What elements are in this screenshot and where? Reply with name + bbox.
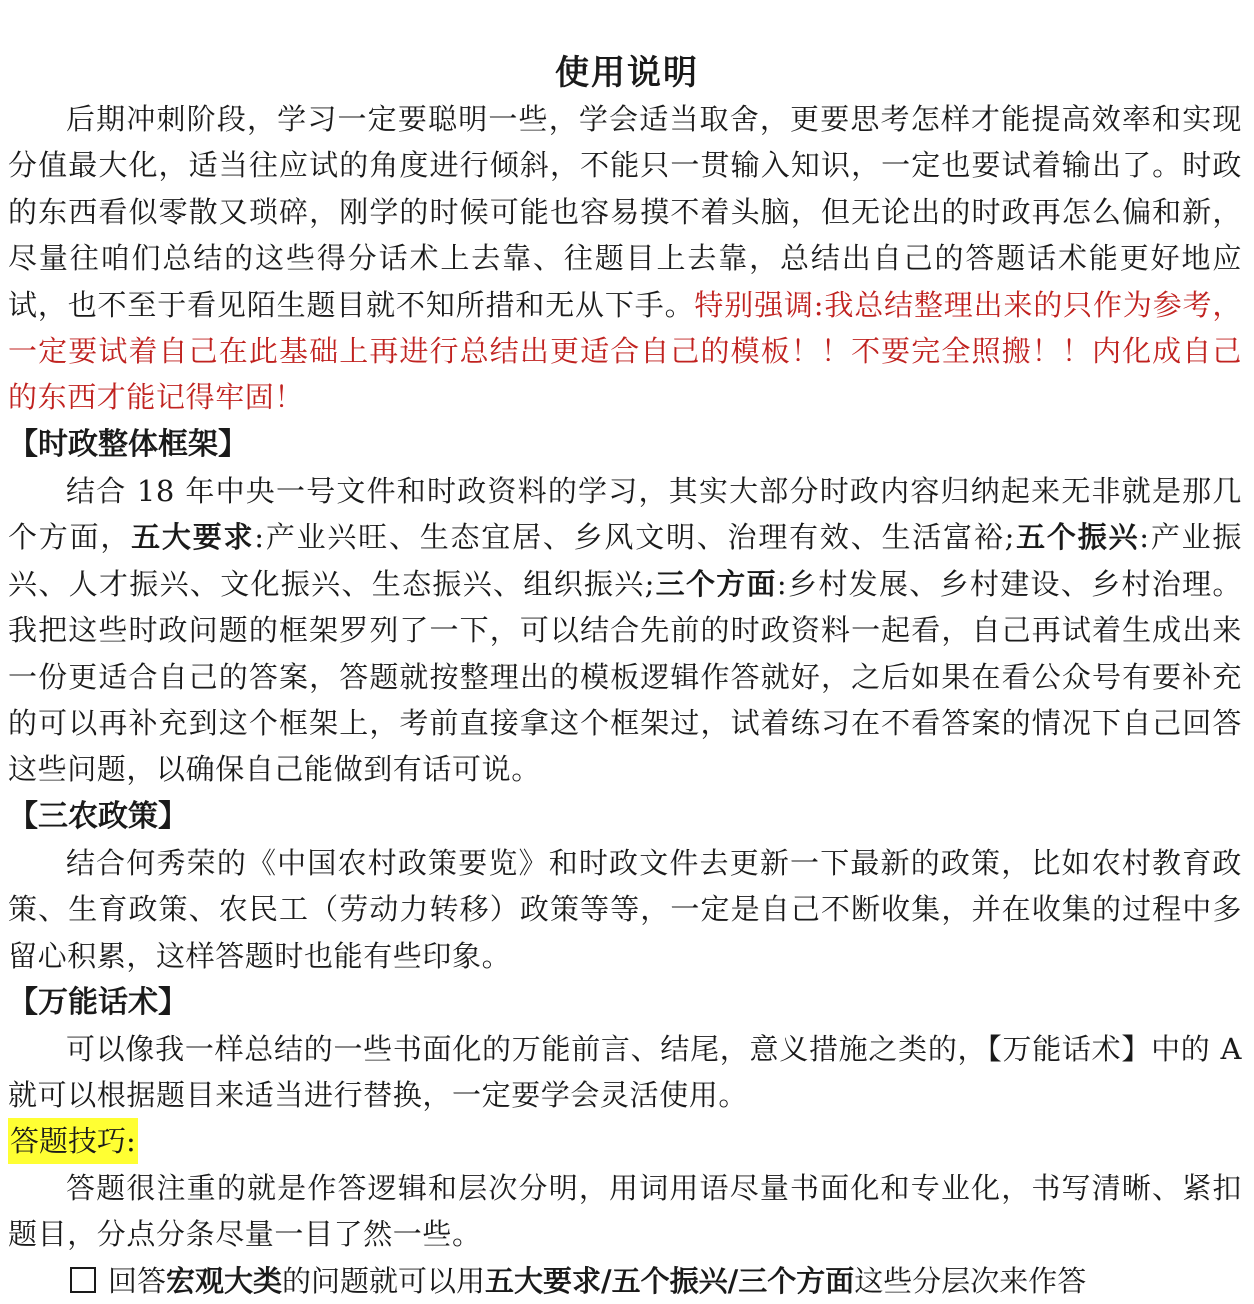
tips-paragraph: 答题很注重的就是作答逻辑和层次分明，用词用语尽量书面化和专业化，书写清晰、紧扣题目，分点分条尽量一目了然一些。 — [8, 1171, 1242, 1252]
bullet-text-2: 的问题就可以用 — [282, 1264, 486, 1298]
tips-label-highlight: 答题技巧: — [8, 1118, 138, 1164]
framework-text-1: 结合 18 年中央一号文件和时政资料的学习，其实大部分时政内容归纳起来无非就是那几个方面， — [8, 474, 1242, 555]
framework-bold-five-revitalizations: 五个振兴 — [1014, 520, 1140, 555]
framework-text-4: :乡村发展、乡村建设、乡村治理。我把这些时政问题的框架罗列了一下，可以结合先前的时政资料一起看，自己再试着生成出来一份更适合自己的答案，答题就按整理出的模板逻辑作答就好，之后如果在看公众号有要补充的可以再补充到这个框架上，考前直接拿这个框架过，试着练习在不看答案的情况下自己回答这些问题，以确保自己能做到有话可说。 — [8, 566, 1242, 787]
framework-text-3: :产业振兴、人才振兴、文化振兴、生态振兴、组织振兴; — [8, 520, 1242, 601]
page-title: 使用说明 — [555, 53, 699, 93]
bullet-bold-2: 五大要求/五个振兴/三个方面 — [485, 1264, 855, 1298]
policy-heading: 【三农政策】 — [8, 799, 188, 834]
phrases-paragraph: 可以像我一样总结的一些书面化的万能前言、结尾，意义措施之类的，【万能话术】中的 A 就可以根据题目来适当进行替换，一定要学会灵活使用。 — [8, 1032, 1242, 1113]
intro-emphasis: 特别强调:我总结整理出来的只作为参考，一定要试着自己在此基础上再进行总结出更适合自己的模板！！不要完全照搬！！内化成自己的东西才能记得牢固！ — [8, 287, 1242, 415]
framework-text-2: :产业兴旺、生态宜居、乡风文明、治理有效、生活富裕; — [254, 520, 1015, 555]
policy-paragraph: 结合何秀荣的《中国农村政策要览》和时政文件去更新一下最新的政策，比如农村教育政策、生育政策、农民工（劳动力转移）政策等等，一定是自己不断收集，并在收集的过程中多留心积累，这样答题时也能有些印象。 — [8, 846, 1242, 973]
bullet-text-3: 这些分层次来作答 — [854, 1264, 1087, 1298]
checkbox-icon — [70, 1267, 96, 1293]
bullet-text-1: 回答 — [108, 1264, 167, 1298]
intro-paragraph — [8, 96, 1242, 421]
intro-text: 后期冲刺阶段，学习一定要聪明一些，学会适当取舍，更要思考怎样才能提高效率和实现分值最大化，适当往应试的角度进行倾斜，不能只一贯输入知识，一定也要试着输出了。时政的东西看似零散又琐碎，刚学的时候可能也容易摸不着头脑，但无论出的时政再怎么偏和新，尽量往咱们总结的这些得分话术上去靠、往题目上去靠，总结出自己的答题话术能更好地应试，也不至于看见陌生题目就不知所措和无从下手。 — [8, 102, 1242, 322]
framework-bold-three-aspects: 三个方面 — [654, 566, 777, 601]
bullet-bold-1: 宏观大类 — [166, 1264, 283, 1298]
phrases-heading: 【万能话术】 — [8, 985, 188, 1020]
bullet-line — [8, 1258, 1242, 1304]
framework-paragraph — [8, 468, 1242, 793]
framework-heading: 【时政整体框架】 — [8, 427, 248, 462]
framework-bold-five-requirements: 五大要求 — [131, 520, 255, 555]
